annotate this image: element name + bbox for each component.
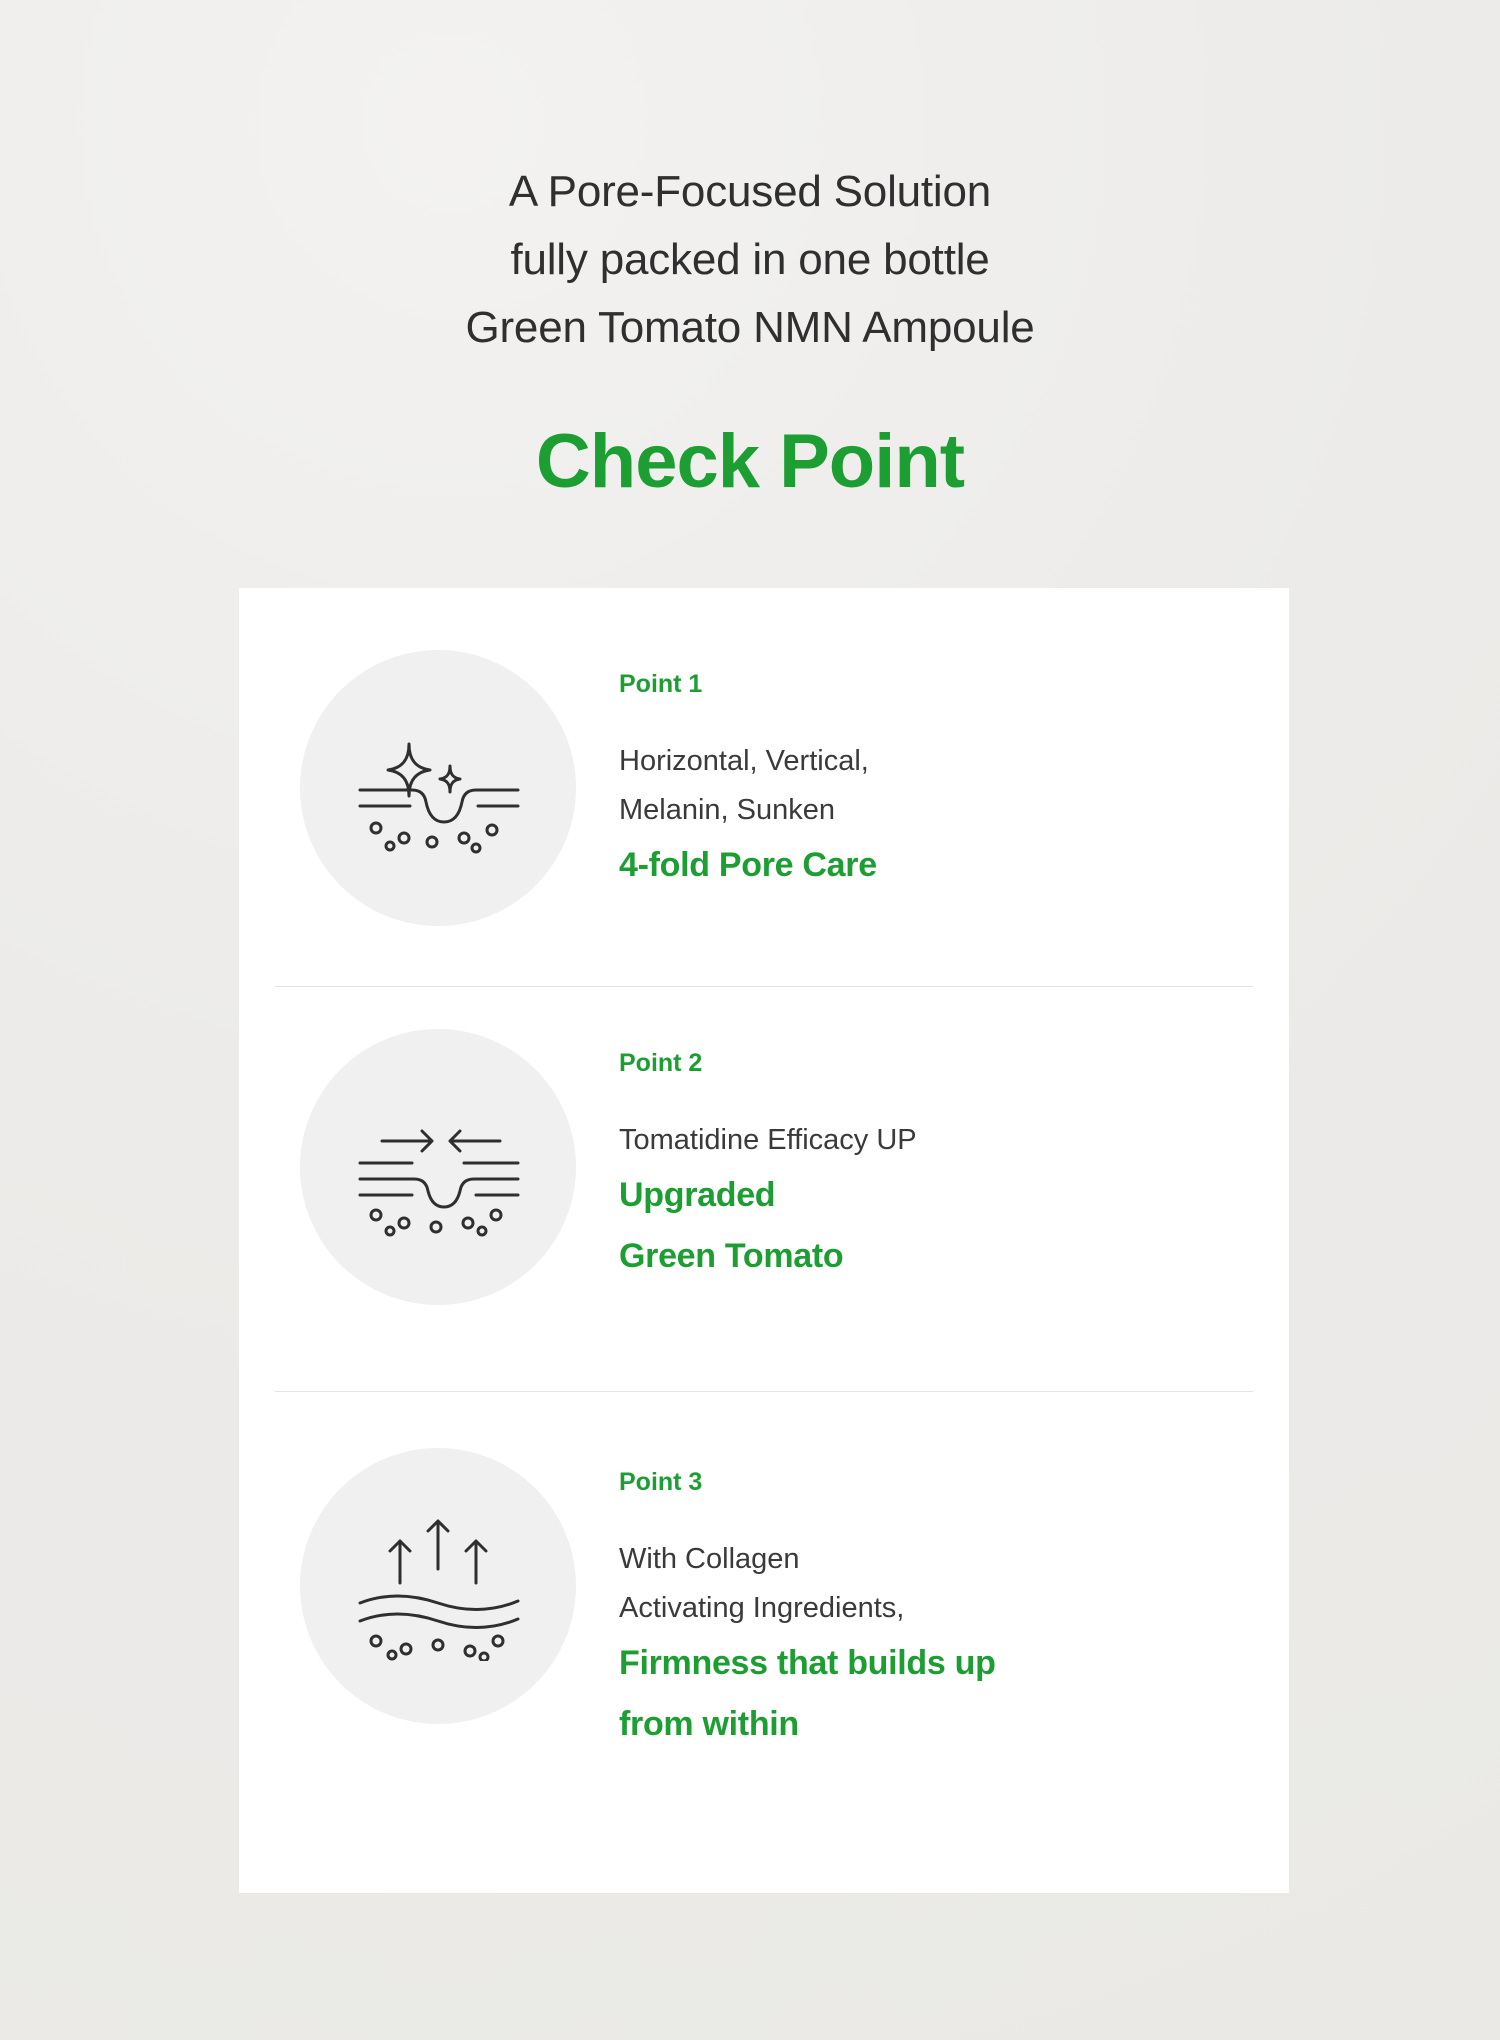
point-2-desc-line-1: Tomatidine Efficacy UP: [619, 1124, 917, 1156]
point-3-icon-circle: [300, 1448, 576, 1724]
check-point-card: [239, 588, 1289, 1893]
point-3-desc-line-1: With Collagen: [619, 1543, 800, 1575]
point-1-label: Point 1: [619, 670, 703, 698]
point-1-desc-line-1: Horizontal, Vertical,: [619, 745, 869, 777]
pore-sparkle-icon: [352, 718, 524, 858]
point-3-text: [577, 1448, 996, 1755]
point-2-label: Point 2: [619, 1049, 703, 1077]
pore-tighten-arrows-icon: [352, 1097, 524, 1237]
point-2-highlight: [619, 1165, 917, 1287]
point-row-3: [239, 1392, 1289, 1812]
point-1-highlight-line-1: 4-fold Pore Care: [619, 846, 877, 884]
point-2-highlight-line-1: Upgraded: [619, 1176, 776, 1214]
point-3-label: Point 3: [619, 1468, 703, 1496]
headline-line-2: fully packed in one bottle: [510, 235, 990, 284]
headline-line-3: Green Tomato NMN Ampoule: [465, 303, 1035, 352]
point-3-desc-line-2: Activating Ingredients,: [619, 1592, 905, 1624]
point-1-icon-wrap: [299, 650, 577, 926]
point-1-description: [619, 737, 877, 835]
point-3-highlight: [619, 1633, 996, 1755]
point-2-text: [577, 1029, 917, 1287]
point-1-highlight: [619, 835, 877, 896]
point-1-text: [577, 650, 877, 896]
headline-line-1: A Pore-Focused Solution: [508, 167, 992, 216]
point-row-1: [239, 588, 1289, 986]
point-row-2: [239, 987, 1289, 1391]
point-3-highlight-line-1: Firmness that builds up: [619, 1644, 996, 1682]
point-3-icon-wrap: [299, 1448, 577, 1724]
point-3-highlight-line-2: from within: [619, 1705, 799, 1743]
point-2-icon-circle: [300, 1029, 576, 1305]
point-2-description: [619, 1116, 917, 1165]
skin-lift-arrows-icon: [352, 1511, 524, 1661]
page-headline: [0, 158, 1500, 362]
point-1-desc-line-2: Melanin, Sunken: [619, 794, 836, 826]
point-1-icon-circle: [300, 650, 576, 926]
point-3-description: [619, 1535, 996, 1633]
point-2-highlight-line-2: Green Tomato: [619, 1237, 844, 1275]
section-title: Check Point: [535, 419, 965, 504]
point-2-icon-wrap: [299, 1029, 577, 1305]
